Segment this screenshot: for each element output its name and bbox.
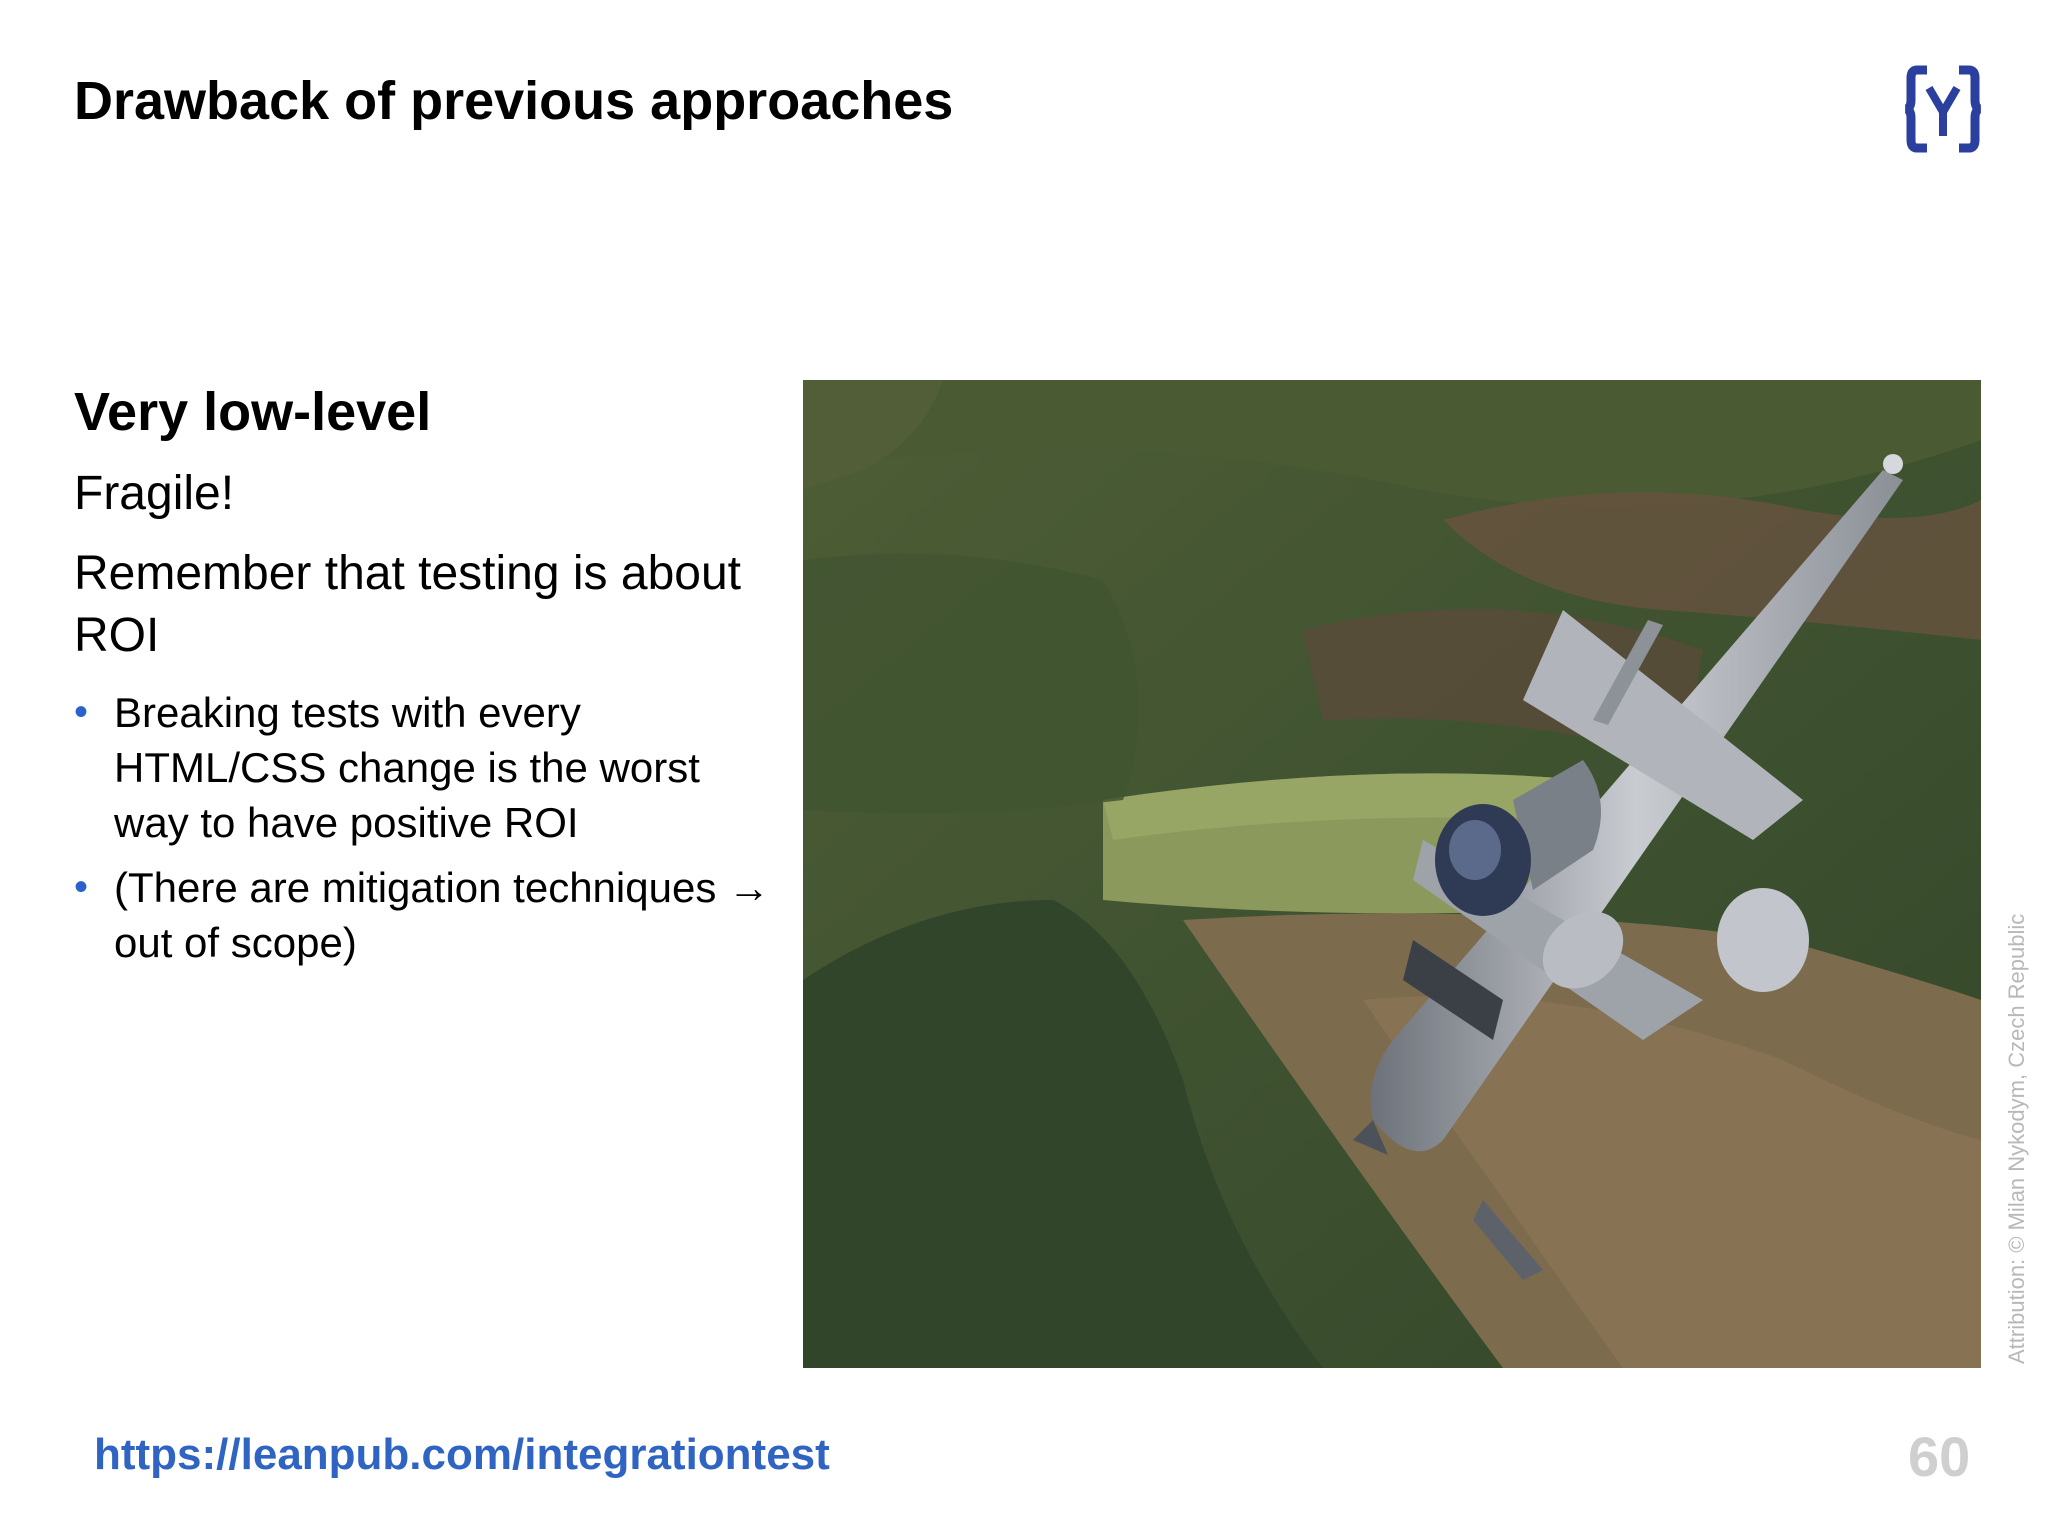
bullet-item [74,685,774,850]
slide-content [74,380,774,980]
bullet-text: Breaking tests with every HTML/CSS change is the worst way to have positive ROI [114,688,700,846]
fighter-jet-photo [803,380,1981,1368]
bullet-text: (There are mitigation techniques → out of scope) [114,863,770,966]
book-link[interactable]: https://leanpub.com/integrationtest [94,1430,830,1479]
page-number: 60 [1908,1425,1971,1488]
paragraph-roi: Remember that testing is about ROI [74,546,742,662]
brace-v-logo-icon [1905,64,1981,154]
bullet-list [74,685,774,970]
photo-attribution: Attribution: © Milan Nykodym, Czech Republic [2004,913,2029,1364]
paragraph-fragile: Fragile! [74,466,235,520]
bullet-dot-icon: • [74,864,89,909]
bullet-item [74,860,774,970]
fighter-jet-image [803,380,1981,1368]
bullet-dot-icon: • [74,689,89,734]
content-heading: Very low-level [74,382,432,442]
slide-title: Drawback of previous approaches [74,71,954,131]
